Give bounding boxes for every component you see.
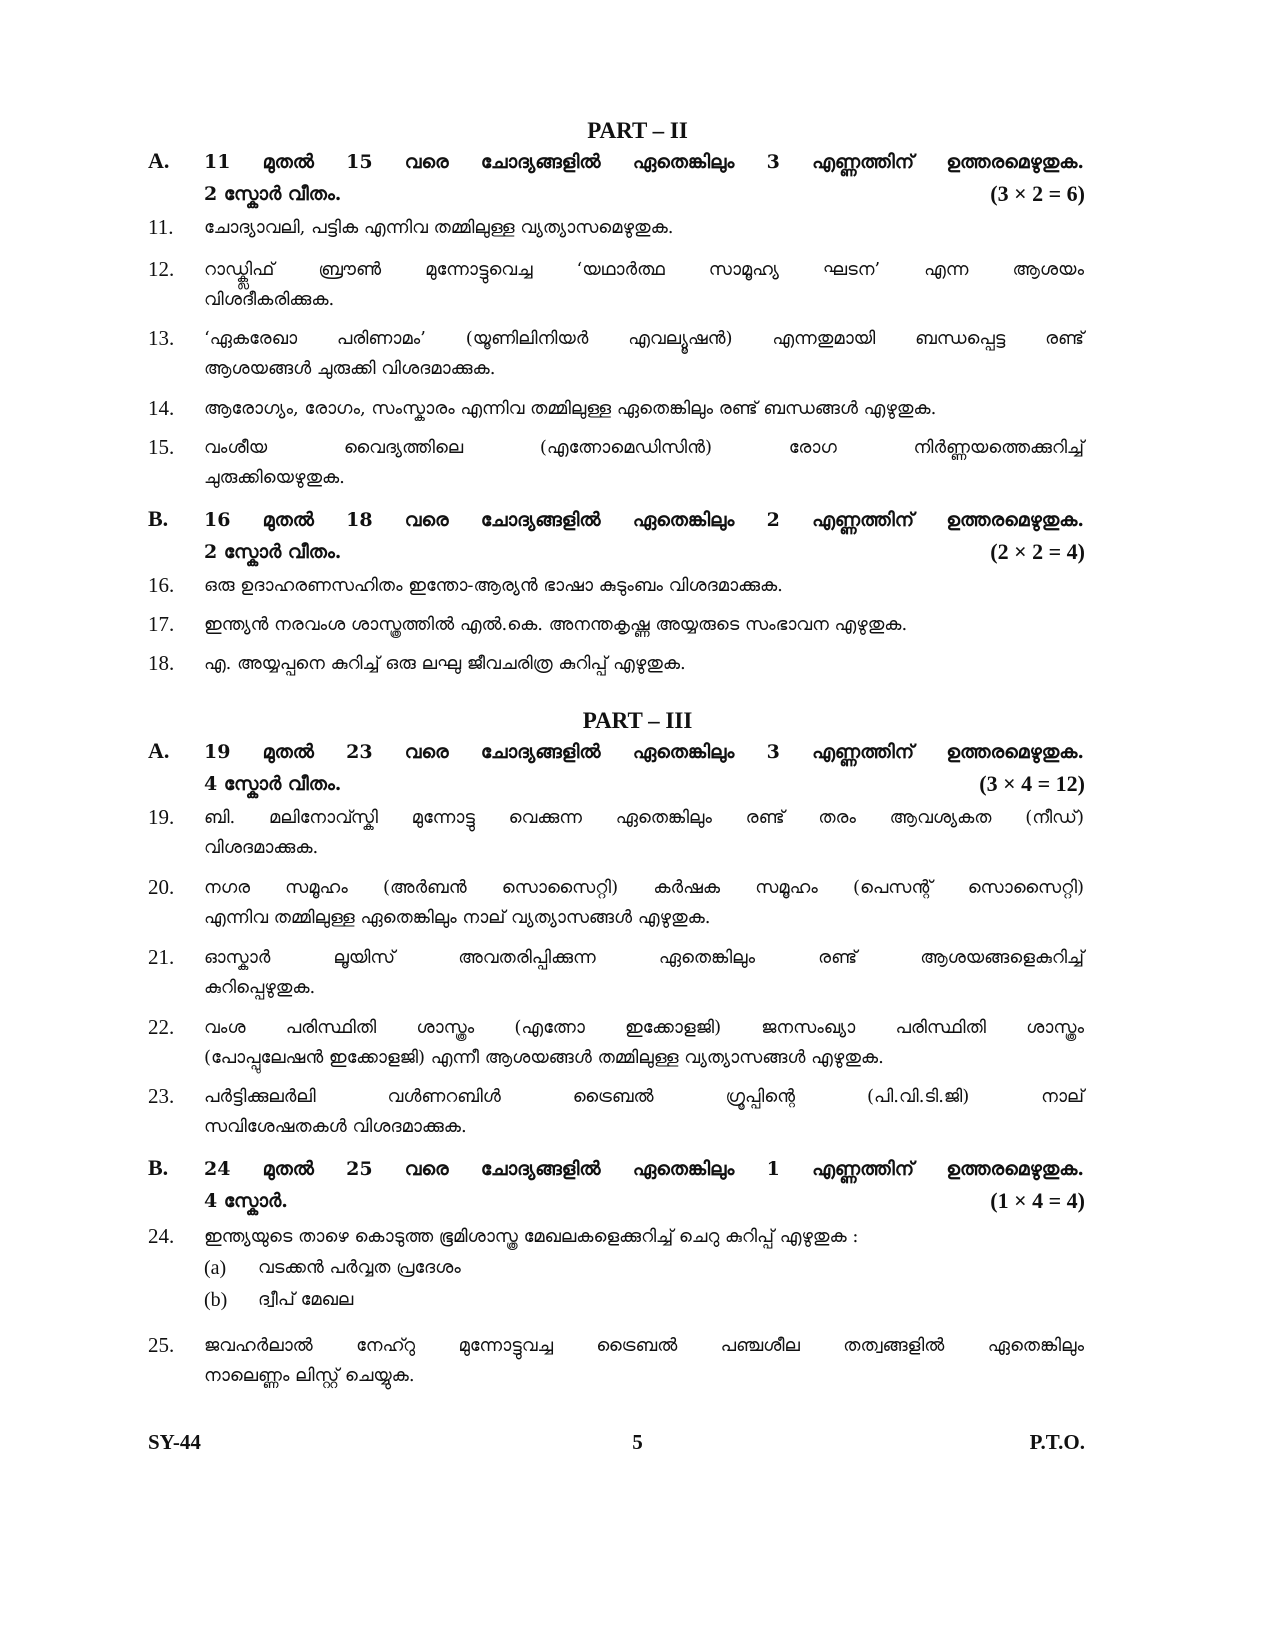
question-number: 20. [148, 875, 175, 899]
part-3-title: PART – III [582, 708, 693, 733]
question-text: ആരോഗ്യം, രോഗം, സംസ്കാരം എന്നിവ തമ്മിലുള്ള ഏതെങ്കിലും രണ്ട് ബന്ധങ്ങൾ എഴുതുക. [204, 398, 937, 419]
question-text-line-1: ‘ഏകരേഖാ പരിണാമം’ (യൂണിലിനിയർ എവല്യൂഷൻ) എന്നതുമായി ബന്ധപ്പെട്ട രണ്ട് [204, 328, 1084, 349]
question-number: 25. [148, 1333, 175, 1357]
section-instruction: 24 മുതൽ 25 വരെ ചോദ്യങ്ങളിൽ ഏതെങ്കിലും 1 എണ്ണത്തിന് ഉത്തരമെഴുതുക. [204, 1158, 1084, 1180]
question-number: 22. [148, 1015, 175, 1039]
section-letter: B. [148, 1155, 169, 1180]
section-letter: A. [148, 148, 170, 173]
question-text-line-1: വംശീയ വൈദ്യത്തിലെ (എത്നോമെഡിസിൻ) രോഗ നിർണ്ണയത്തെക്കുറിച്ച് [204, 437, 1084, 458]
option-text: വടക്കൻ പർവ്വത പ്രദേശം [258, 1257, 461, 1278]
question-number: 11. [148, 215, 174, 239]
section-instruction: 19 മുതൽ 23 വരെ ചോദ്യങ്ങളിൽ ഏതെങ്കിലും 3 എണ്ണത്തിന് ഉത്തരമെഴുതുക. [204, 741, 1084, 763]
question-text-line-2: എന്നിവ തമ്മിലുള്ള ഏതെങ്കിലും നാല് വ്യത്യാസങ്ങൾ എഴുതുക. [204, 907, 711, 928]
pto-label: P.T.O. [1029, 1430, 1085, 1454]
part-2-title: PART – II [587, 118, 688, 143]
question-number: 12. [148, 257, 175, 281]
question-text-line-1: ഓസ്കാർ ലൂയിസ് അവതരിപ്പിക്കുന്ന ഏതെങ്കിലും രണ്ട് ആശയങ്ങളെകുറിച്ച് [204, 947, 1084, 968]
question-text-line-1: പർട്ടിക്കുലർലി വൾണറബിൾ ട്രൈബൽ ഗ്രൂപ്പിന്റെ (പി.വി.ടി.ജി) നാല് [204, 1086, 1084, 1107]
question-text-line-2: വിശദമാക്കുക. [204, 837, 319, 858]
question-text-line-1: റാഡ്ക്ലിഫ് ബ്രൗൺ മുന്നോട്ടുവെച്ച ‘യഥാർത്ഥ സാമൂഹ്യ ഘടന’ എന്ന ആശയം [204, 259, 1084, 280]
question-text-line-2: നാലെണ്ണം ലിസ്റ്റ് ചെയ്യുക. [204, 1365, 415, 1386]
question-number: 21. [148, 945, 175, 969]
question-number: 14. [148, 396, 175, 420]
option-text: ദ്വീപ് മേഖല [258, 1289, 354, 1310]
page-number: 5 [632, 1430, 643, 1454]
question-number: 17. [148, 612, 175, 636]
paper-code: SY-44 [148, 1430, 201, 1454]
question-number: 13. [148, 326, 175, 350]
question-number: 16. [148, 573, 175, 597]
question-text-line-2: (പോപ്പുലേഷൻ ഇക്കോളജി) എന്നീ ആശയങ്ങൾ തമ്മിലുള്ള വ്യത്യാസങ്ങൾ എഴുതുക. [204, 1047, 884, 1068]
question-text-line-2: കുറിപ്പെഴുതുക. [204, 977, 316, 998]
question-text: ചോദ്യാവലി, പട്ടിക എന്നിവ തമ്മിലുള്ള വ്യത്യാസമെഴുതുക. [204, 217, 674, 238]
option-label: (b) [204, 1289, 228, 1311]
section-score: 2 സ്കോർ വീതം. [204, 541, 342, 563]
section-letter: A. [148, 738, 170, 763]
question-text-line-1: വംശ പരിസ്ഥിതി ശാസ്ത്രം (എത്നോ ഇക്കോളജി) ജനസംഖ്യാ പരിസ്ഥിതി ശാസ്ത്രം [204, 1017, 1084, 1038]
section-marks: (3 × 4 = 12) [979, 771, 1085, 796]
question-text: ഇന്ത്യൻ നരവംശ ശാസ്ത്രത്തിൽ എൽ.കെ. അനന്തകൃഷ്ണ അയ്യരുടെ സംഭാവന എഴുതുക. [204, 614, 908, 635]
question-text-line-2: ആശയങ്ങൾ ചുരുക്കി വിശദമാക്കുക. [204, 358, 496, 379]
question-text-line-1: ജവഹർലാൽ നേഹ്റു മുന്നോട്ടുവച്ച ട്രൈബൽ പഞ്ചശീല തത്വങ്ങളിൽ ഏതെങ്കിലും [204, 1335, 1084, 1356]
question-text: എ. അയ്യപ്പനെ കുറിച്ച് ഒരു ലഘു ജീവചരിത്ര കുറിപ്പ് എഴുതുക. [204, 653, 686, 674]
section-marks: (2 × 2 = 4) [990, 539, 1085, 564]
section-marks: (1 × 4 = 4) [990, 1188, 1085, 1213]
section-instruction: 11 മുതൽ 15 വരെ ചോദ്യങ്ങളിൽ ഏതെങ്കിലും 3 എണ്ണത്തിന് ഉത്തരമെഴുതുക. [204, 151, 1084, 173]
section-score: 4 സ്കോർ വീതം. [204, 773, 342, 795]
section-score: 4 സ്കോർ. [204, 1190, 288, 1212]
question-number: 15. [148, 435, 175, 459]
question-number: 19. [148, 805, 175, 829]
question-text-line-1: നഗര സമൂഹം (അർബൻ സൊസൈറ്റി) കർഷക സമൂഹം (പെസന്റ് സൊസൈറ്റി) [204, 877, 1084, 898]
question-text-line-2: ചുരുക്കിയെഴുതുക. [204, 467, 345, 488]
option-label: (a) [204, 1257, 227, 1279]
question-text: ഒരു ഉദാഹരണസഹിതം ഇന്തോ-ആര്യൻ ഭാഷാ കുടുംബം വിശദമാക്കുക. [204, 575, 783, 596]
question-text-line-2: വിശദീകരിക്കുക. [204, 289, 335, 310]
question-number: 24. [148, 1224, 175, 1248]
section-instruction: 16 മുതൽ 18 വരെ ചോദ്യങ്ങളിൽ ഏതെങ്കിലും 2 എണ്ണത്തിന് ഉത്തരമെഴുതുക. [204, 509, 1084, 531]
question-text: ഇന്ത്യയുടെ താഴെ കൊടുത്ത ഭൂമിശാസ്ത്ര മേഖലകളെക്കുറിച്ച് ചെറു കുറിപ്പ് എഴുതുക : [204, 1226, 859, 1247]
section-marks: (3 × 2 = 6) [990, 181, 1085, 206]
question-number: 23. [148, 1084, 175, 1108]
section-letter: B. [148, 506, 169, 531]
question-text-line-1: ബി. മലിനോവ്സ്കി മുന്നോട്ടു വെക്കുന്ന ഏതെങ്കിലും രണ്ട് തരം ആവശ്യകത (നീഡ്) [204, 807, 1084, 828]
section-score: 2 സ്കോർ വീതം. [204, 183, 342, 205]
question-text-line-2: സവിശേഷതകൾ വിശദമാക്കുക. [204, 1116, 467, 1137]
question-number: 18. [148, 651, 175, 675]
